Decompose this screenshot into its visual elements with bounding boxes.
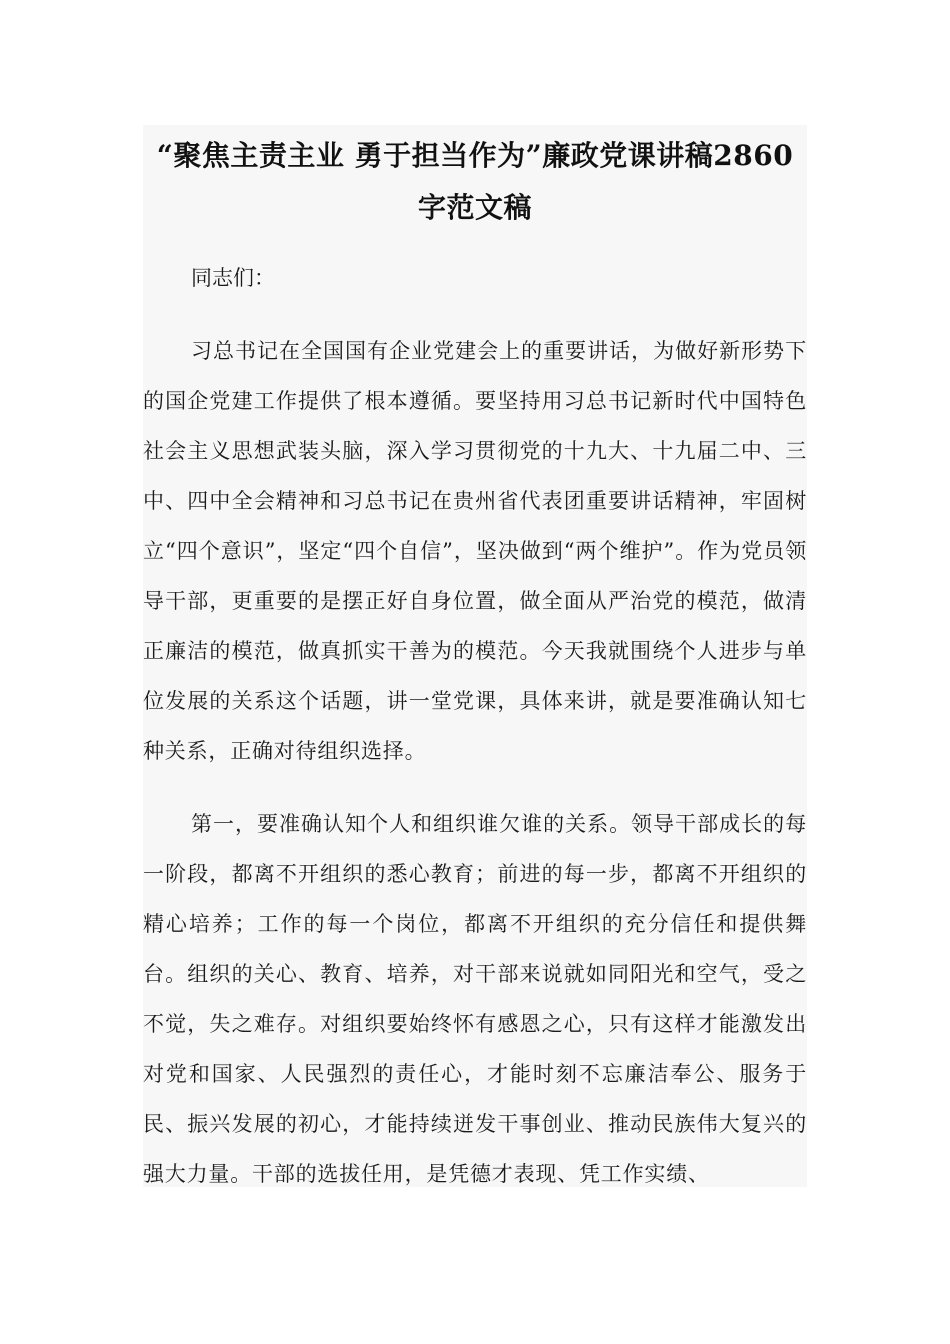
- document-title: “聚焦主责主业 勇于担当作为”廉政党课讲稿2860字范文稿: [156, 139, 794, 224]
- document-body: [143, 125, 807, 1187]
- paragraph-intro: 习总书记在全国国有企业党建会上的重要讲话，为做好新形势下的国企党建工作提供了根本遵循。要坚持用习总书记新时代中国特色社会主义思想武装头脑，深入学习贯彻党的十九大、十九届二中、三中、四中全会精神和习总书记在贵州省代表团重要讲话精神，牢固树立“四个意识”，坚定“四个自信”，坚决做到“两个维护”。作为党员领导干部，更重要的是摆正好自身位置，做全面从严治党的模范，做清正廉洁的模范，做真抓实干善为的模范。今天我就围绕个人进步与单位发展的关系这个话题，讲一堂党课，具体来讲，就是要准确认知七种关系，正确对待组织选择。: [143, 339, 807, 763]
- paragraph-first-point: 第一，要准确认知个人和组织谁欠谁的关系。领导干部成长的每一阶段，都离不开组织的悉心教育；前进的每一步，都离不开组织的精心培养；工作的每一个岗位，都离不开组织的充分信任和提供舞台。组织的关心、教育、培养，对干部来说就如同阳光和空气，受之不觉，失之难存。对组织要始终怀有感恩之心，只有这样才能激发出对党和国家、人民强烈的责任心，才能时刻不忘廉洁奉公、服务于民、振兴发展的初心，才能持续迸发干事创业、推动民族伟大复兴的强大力量。干部的选拔任用，是凭德才表现、凭工作实绩、: [143, 812, 807, 1186]
- salutation: 同志们：: [191, 266, 275, 290]
